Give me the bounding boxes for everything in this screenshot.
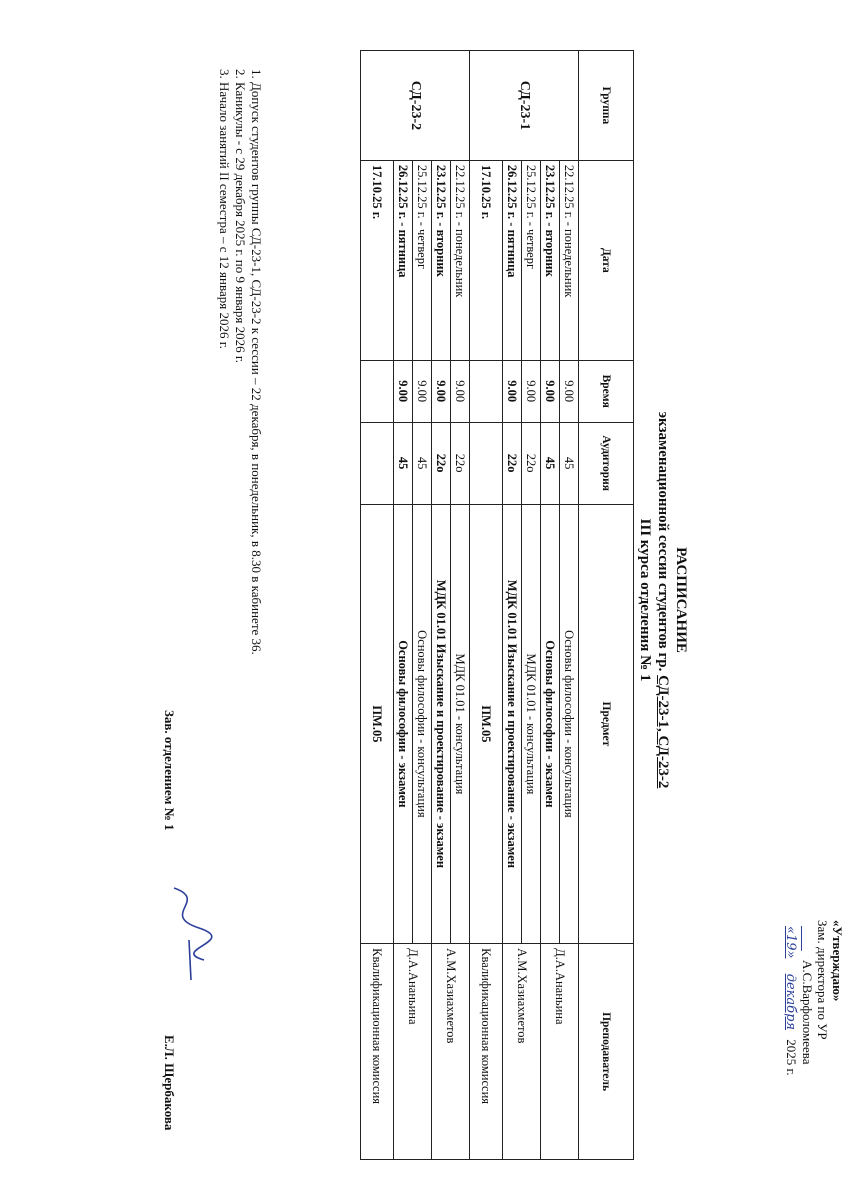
subject-cell: ПМ.05 bbox=[470, 504, 503, 943]
subject-cell: Основы философии - консультация bbox=[413, 504, 432, 943]
approval-date bbox=[783, 920, 799, 1190]
approval-block bbox=[783, 920, 845, 1190]
date-cell: 25.12.25 г. - четверг bbox=[522, 160, 541, 360]
subtitle-groups: СД-23-1, СД-23-2 bbox=[655, 675, 671, 789]
room-cell: 45 bbox=[560, 422, 579, 504]
time-cell bbox=[470, 360, 503, 422]
date-cell: 17.10.25 г. bbox=[470, 160, 503, 360]
time-cell: 9.00 bbox=[503, 360, 522, 422]
room-cell: 45 bbox=[541, 422, 560, 504]
room-cell: 22о bbox=[503, 422, 522, 504]
subject-cell: ПМ.05 bbox=[361, 504, 394, 943]
group-cell: СД-23-1 bbox=[470, 51, 579, 161]
document-subtitle bbox=[654, 0, 671, 1200]
time-cell: 9.00 bbox=[413, 360, 432, 422]
date-cell: 17.10.25 г. bbox=[361, 160, 394, 360]
document-course-line: III курса отделения № 1 bbox=[637, 518, 653, 682]
approval-heading: «Утверждаю» bbox=[830, 920, 845, 1002]
teacher-cell: Квалификационная комиссия bbox=[361, 944, 394, 1160]
note-item: 1. Допуск студентов группы СД-23-1, СД-23-2 к сессии – 22 декабря, в понедельник, в 8.30 в кабинете 36. bbox=[248, 82, 264, 655]
subject-cell: МДК 01.01 - консультация bbox=[522, 504, 541, 943]
date-cell: 25.12.25 г. - четверг bbox=[413, 160, 432, 360]
table-row bbox=[560, 51, 579, 1160]
subject-cell: Основы философии - консультация bbox=[560, 504, 579, 943]
time-cell: 9.00 bbox=[541, 360, 560, 422]
room-cell: 45 bbox=[413, 422, 432, 504]
header-time: Время bbox=[579, 360, 634, 422]
schedule-table bbox=[360, 50, 634, 1160]
date-cell: 26.12.25 г. - пятница bbox=[503, 160, 522, 360]
approval-date-day: «19» bbox=[783, 926, 798, 959]
room-cell bbox=[470, 422, 503, 504]
table-row bbox=[361, 51, 394, 1160]
date-cell: 23.12.25 г. - вторник bbox=[432, 160, 451, 360]
header-date: Дата bbox=[579, 160, 634, 360]
time-cell: 9.00 bbox=[394, 360, 413, 422]
room-cell: 22о bbox=[522, 422, 541, 504]
time-cell bbox=[361, 360, 394, 422]
note-item: 3. Начало занятий II семестра – с 12 января 2026 г. bbox=[216, 82, 232, 655]
approval-position: Зам. директора по УР bbox=[815, 920, 830, 1040]
time-cell: 9.00 bbox=[432, 360, 451, 422]
document-title: РАСПИСАНИЕ bbox=[673, 547, 689, 653]
table-row bbox=[470, 51, 503, 1160]
approval-date-month: декабря bbox=[783, 973, 798, 1031]
header-room: Аудитория bbox=[579, 422, 634, 504]
approval-signer-name: А.С.Варфоломеева bbox=[800, 960, 815, 1065]
room-cell: 22о bbox=[451, 422, 470, 504]
subject-cell: Основы философии - экзамен bbox=[394, 504, 413, 943]
header-subject: Предмет bbox=[579, 504, 634, 943]
table-row bbox=[413, 51, 432, 1160]
subject-cell: МДК 01.01 Изыскание и проектирование - экзамен bbox=[503, 504, 522, 943]
table-header-row bbox=[579, 51, 634, 1160]
date-cell: 26.12.25 г. - пятница bbox=[394, 160, 413, 360]
note-item: 2. Каникулы - с 29 декабря 2025 г. по 9 января 2026 г. bbox=[232, 82, 248, 655]
handwritten-signature: ​ bbox=[799, 926, 814, 951]
teacher-cell: Квалификационная комиссия bbox=[470, 944, 503, 1160]
subject-cell: МДК 01.01 Изыскание и проектирование - экзамен bbox=[432, 504, 451, 943]
group-cell: СД-23-2 bbox=[361, 51, 470, 161]
subject-cell: Основы философии - экзамен bbox=[541, 504, 560, 943]
date-cell: 22.12.25 г. - понедельник bbox=[451, 160, 470, 360]
time-cell: 9.00 bbox=[451, 360, 470, 422]
header-teacher: Преподаватель bbox=[579, 944, 634, 1160]
approval-date-year: 2025 г. bbox=[784, 1039, 799, 1076]
date-cell: 23.12.25 г. - вторник bbox=[541, 160, 560, 360]
teacher-cell: Д.А.Ананьина bbox=[394, 944, 432, 1160]
subject-cell: МДК 01.01 - консультация bbox=[451, 504, 470, 943]
room-cell: 45 bbox=[394, 422, 413, 504]
time-cell: 9.00 bbox=[560, 360, 579, 422]
table-row bbox=[522, 51, 541, 1160]
footer-name: Е.Л. Щербакова bbox=[162, 1035, 177, 1131]
head-signature-mark bbox=[149, 880, 229, 990]
footer-position: Зав. отделением № 1 bbox=[162, 710, 177, 831]
header-group: Группа bbox=[579, 51, 634, 161]
schedule-body bbox=[361, 51, 579, 1160]
room-cell: 22о bbox=[432, 422, 451, 504]
subtitle-prefix: экзаменационной сессии студентов гр. bbox=[655, 411, 671, 672]
teacher-cell: Д.А.Ананьина bbox=[541, 944, 579, 1160]
teacher-cell: А.М.Хазиахметов bbox=[432, 944, 470, 1160]
table-row bbox=[451, 51, 470, 1160]
teacher-cell: А.М.Хазиахметов bbox=[503, 944, 541, 1160]
approval-signature-line bbox=[799, 920, 815, 1190]
date-cell: 22.12.25 г. - понедельник bbox=[560, 160, 579, 360]
time-cell: 9.00 bbox=[522, 360, 541, 422]
notes-list bbox=[216, 60, 264, 655]
room-cell bbox=[361, 422, 394, 504]
